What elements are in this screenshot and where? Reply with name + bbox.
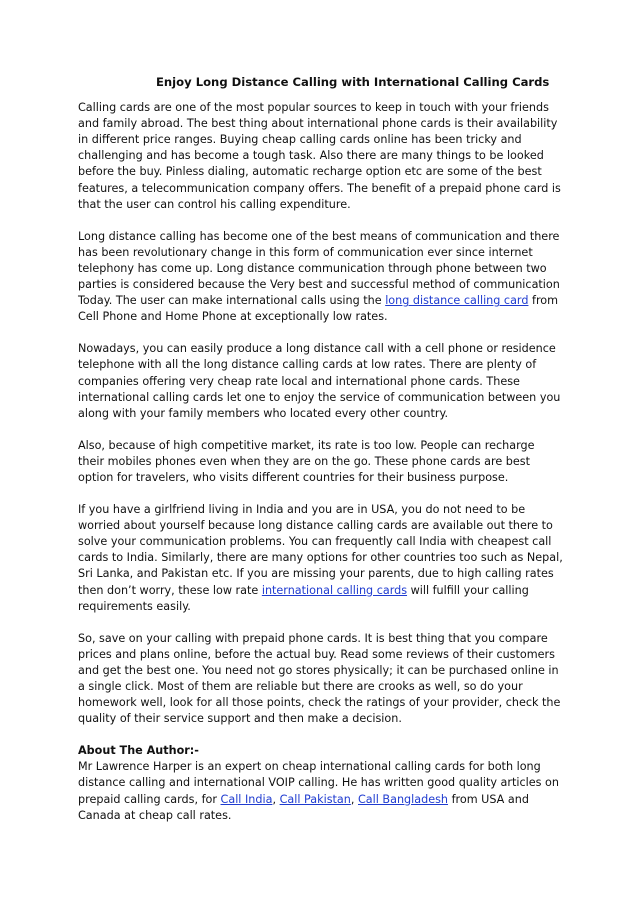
paragraph-text: If you have a girlfriend living in India and you are in USA, you do not need to be worried about yourself because long distance calling cards are available out there to solve your communication problems. You can frequently call India with cheapest call cards to India. Similarly, there are many options for other countries too such as Nepal, Sri Lanka, and Pakistan etc. If you are missing your parents, due to high calling rates then don’t worry, these low rate — [78, 503, 563, 597]
separator: , — [272, 792, 280, 806]
paragraph-competitive-market: Also, because of high competitive market, its rate is too low. People can recharge their mobiles phones even when they are on the go. These phone cards are best option for travelers, who visits different countries for their business purpose. — [78, 438, 535, 484]
link-long-distance-calling-card[interactable]: long distance calling card — [385, 294, 529, 308]
link-call-bangladesh[interactable]: Call Bangladesh — [357, 792, 449, 806]
article-title: Enjoy Long Distance Calling with International Calling Cards — [156, 75, 550, 89]
paragraph-nowadays: Nowadays, you can easily produce a long distance call with a cell phone or residence telephone with all the long distance calling cards at low rates. There are plenty of companies offering very cheap rate local and international phone cards. These international calling cards let one to enjoy the service of communication between you along with your family members who located every other country. — [78, 342, 561, 420]
author-text: Mr Lawrence Harper is an expert on cheap international calling cards for both long distance calling and international VOIP calling. He has written good quality articles on prepaid calling cards, for — [78, 760, 559, 806]
paragraph-intro: Calling cards are one of the most popular sources to keep in touch with your friends and family abroad. The best thing about international phone cards is their availability in different price ranges. Buying cheap calling cards online has been tricky and challenging and has become a tough task. Also there are many things to be looked before the buy. Pinless dialing, automatic recharge option etc are some of the best features, a telecommunication company offers. The benefit of a prepaid phone card is that the user can control his calling expenditure. — [78, 101, 561, 211]
paragraph-girlfriend-india — [78, 502, 564, 615]
paragraph-save: So, save on your calling with prepaid phone cards. It is best thing that you compare prices and plans online, before the actual buy. Read some reviews of their customers and get the best one. You need not go stores physically; it can be purchased online in a single click. Most of them are reliable but there are crooks as well, so do your homework well, look for all those points, check the ratings of your provider, check the quality of their service support and then make a decision. — [78, 631, 561, 726]
link-call-india[interactable]: Call India — [220, 792, 273, 806]
paragraph-text: Long distance calling has become one of the best means of communication and there has been revolutionary change in this form of communication ever since internet telephony has come up. Long distance communication through phone between two parties is considered because the Very best and successful method of communication Today. The user can make international calls using the — [78, 229, 560, 308]
author-heading: About The Author:- — [78, 744, 199, 758]
author-bio — [78, 759, 564, 823]
link-international-calling-cards[interactable]: international calling cards — [261, 583, 408, 597]
document-page — [78, 74, 564, 824]
paragraph-text: from Cell Phone and Home Phone at exceptionally low rates. — [78, 294, 559, 324]
separator: , — [350, 792, 358, 806]
paragraph-text: will fulfill your calling requirements easily. — [78, 583, 529, 613]
link-call-pakistan[interactable]: Call Pakistan — [279, 792, 351, 806]
author-text: from USA and Canada at cheap call rates. — [78, 792, 529, 822]
paragraph-long-distance — [78, 229, 564, 326]
